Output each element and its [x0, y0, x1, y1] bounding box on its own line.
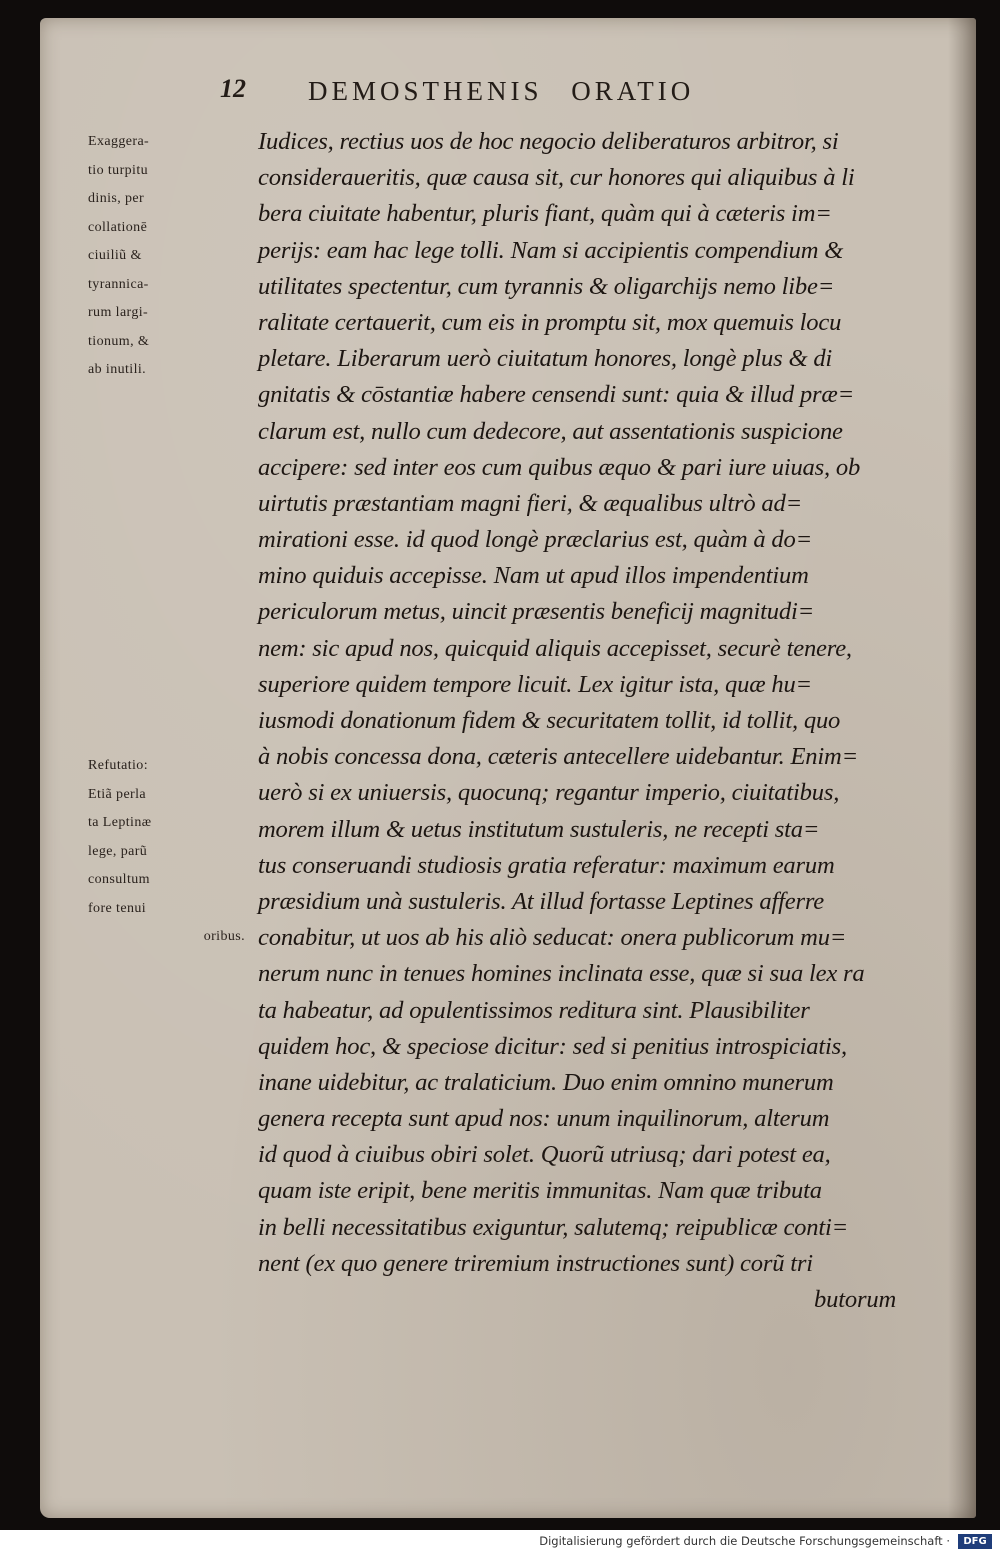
body-text	[258, 124, 898, 1318]
text-line: Iudices, rectius uos de hoc negocio deliberaturos arbitror, si	[258, 128, 839, 155]
margin-note-line: rum largi-	[88, 305, 149, 320]
funding-notice: Digitalisierung gefördert durch die Deutsche Forschungsgemeinschaft ·	[539, 1534, 950, 1548]
text-line: inane uidebitur, ac tralaticium. Duo enim omnino munerum	[258, 1068, 834, 1096]
dfg-logo: DFG	[958, 1534, 992, 1549]
margin-note-line: dinis, per	[88, 191, 145, 206]
margin-note-line: Refutatio:	[88, 758, 148, 773]
margin-note-line: ab inutili.	[88, 362, 147, 377]
margin-note-line: collationē	[88, 219, 148, 235]
text-line: conabitur, ut uos ab his aliò seducat: onera publicorum mu=	[258, 924, 847, 952]
text-line: mino quiduis accepisse. Nam ut apud illos impendentium	[258, 562, 809, 590]
text-line: nerum nunc in tenues homines inclinata esse, quæ si sua lex ra	[258, 960, 865, 988]
text-line: quidem hoc, & speciose dicitur: sed si penitius introspiciatis,	[258, 1032, 847, 1060]
margin-note-line: tio turpitu	[88, 162, 149, 178]
margin-note-line: ta Leptinæ	[88, 815, 152, 830]
text-line: perijs: eam hac lege tolli. Nam si accipientis compendium &	[258, 236, 844, 264]
text-line: in belli necessitatibus exiguntur, salutemq; reipublicæ conti=	[258, 1213, 849, 1241]
text-line: tus conseruandi studiosis gratia referatur: maximum earum	[258, 851, 835, 879]
text-line: morem illum & uetus institutum sustuleris, ne recepti sta=	[258, 815, 820, 843]
text-line: præsidium unà sustuleris. At illud fortasse Leptines afferre	[258, 887, 824, 915]
catchword: butorum	[814, 1286, 896, 1313]
page-gutter-shadow	[948, 18, 976, 1518]
text-line: ta habeatur, ad opulentissimos reditura sint. Plausibiliter	[258, 996, 810, 1024]
text-line: nem: sic apud nos, quicquid aliquis accepisset, securè tenere,	[258, 634, 852, 662]
text-line: mirationi esse. id quod longè præclarius est, quàm à do=	[258, 526, 812, 554]
text-line: ralitate certauerit, cum eis in promptu sit, mox quemuis locu	[258, 308, 842, 336]
margin-note-line: tionum, &	[88, 333, 150, 349]
text-line: utilitates spectentur, cum tyrannis & oligarchijs nemo libe=	[258, 272, 835, 300]
margin-note-line: consultum	[88, 872, 150, 887]
margin-note-line: Etiã perla	[88, 786, 147, 802]
text-line: uerò si ex uniuersis, quocunq; regantur imperio, ciuitatibus,	[258, 779, 840, 807]
text-line: bera ciuitate habentur, pluris fiant, quàm qui à cæteris im=	[258, 200, 832, 228]
margin-note-line: oribus.	[203, 929, 245, 944]
text-line: quam iste eripit, bene meritis immunitas. Nam quæ tributa	[258, 1177, 822, 1205]
running-head	[220, 74, 860, 114]
margin-note-refutatio	[88, 752, 253, 952]
text-line: iusmodi donationum fidem & securitatem tollit, id tollit, quo	[258, 707, 841, 734]
text-line: accipere: sed inter eos cum quibus æquo & pari iure uiuas, ob	[258, 453, 861, 481]
text-line: gnitatis & cōstantiæ habere censendi sunt: quia & illud præ=	[258, 381, 854, 409]
text-line: id quod à ciuibus obiri solet. Quorũ utriusq; dari potest ea,	[258, 1141, 831, 1169]
text-line: à nobis concessa dona, cæteris antecellere uidebantur. Enim=	[258, 743, 858, 771]
text-line: periculorum metus, uincit præsentis beneficij magnitudi=	[258, 598, 814, 626]
margin-note-line: fore tenui	[88, 900, 147, 916]
footer-band	[0, 1530, 1000, 1554]
text-line: clarum est, nullo cum dedecore, aut assentationis suspicione	[258, 417, 843, 445]
margin-note-line: ciuiliũ &	[88, 248, 142, 263]
margin-note-line: Exaggera-	[88, 134, 150, 149]
page-number: 12	[220, 74, 246, 103]
running-title: DEMOSTHENIS ORATIO	[308, 76, 695, 106]
margin-note-exaggeratio	[88, 128, 253, 385]
text-line: superiore quidem tempore licuit. Lex igitur ista, quæ hu=	[258, 670, 812, 698]
text-line: consideraueritis, quæ causa sit, cur honores qui aliquibus à li	[258, 164, 855, 192]
text-line: genera recepta sunt apud nos: unum inquilinorum, alterum	[258, 1105, 830, 1133]
margin-note-line: lege, parũ	[88, 843, 148, 859]
margin-note-line: tyrannica-	[88, 276, 149, 292]
text-line: pletare. Liberarum uerò ciuitatum honores, longè plus & di	[258, 345, 833, 373]
text-line: uirtutis præstantiam magni fieri, & æqualibus ultrò ad=	[258, 489, 802, 517]
text-line: nent (ex quo genere triremium instructiones sunt) corũ tri	[258, 1249, 813, 1277]
